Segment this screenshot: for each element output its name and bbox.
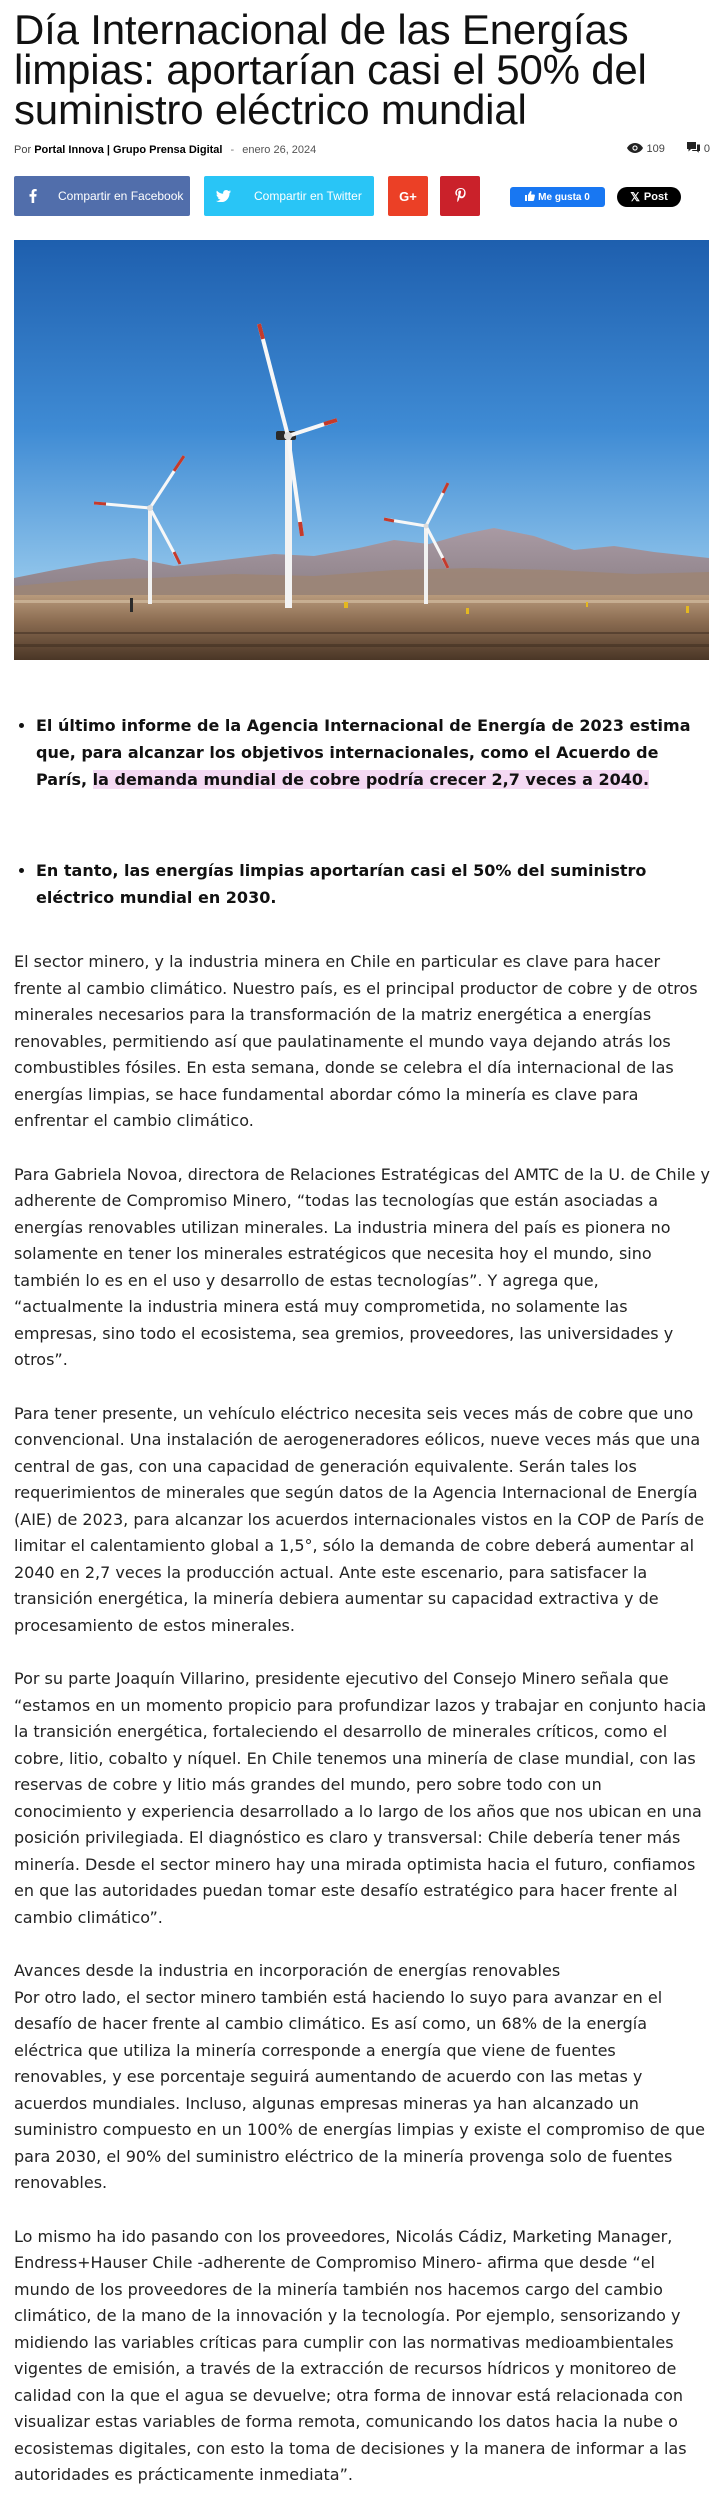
highlight-item bbox=[36, 712, 710, 793]
wind-turbines-photo bbox=[14, 240, 709, 660]
views-count: 109 bbox=[646, 143, 665, 155]
meta-separator: - bbox=[230, 144, 235, 156]
body-paragraph: Para tener presente, un vehículo eléctrico necesita seis veces más de cobre que uno convencional. Una instalación de aerogeneradores eólicos, nueve veces más que una central de gas, con una capacidad de generación equivalente. Serán tales los requerimientos de minerales que según datos de la Agencia Internacional de Energía (AIE) de 2023, para alcanzar los acuerdos internacionales vistos en la COP de París de limitar el calentamiento global a 1,5°, sólo la demanda de cobre deberá aumentar al 2040 en 2,7 veces la producción actual. Ante este escenario, para satisfacer la transición energética, la minería debiera aumentar su capacidad extractiva y de procesamiento de estos minerales. bbox=[14, 1403, 705, 1635]
body-paragraph: Lo mismo ha ido pasando con los proveedores, Nicolás Cádiz, Marketing Manager, Endress+Hauser Chile -adherente de Compromiso Minero- afirma que desde “el mundo de los proveedores de la minería también nos hacemos cargo del cambio climático, de la mano de la innovación y la tecnología. Por ejemplo, sensorizando y midiendo las variables críticas para cumplir con las normativas medioambientales vigentes de emisión, a través de la extracción de recursos hídricos y monitoreo de calidad con la que el agua se devuelve; otra forma de innovar está relacionada con visualizar estas variables de forma remota, comunicando los datos hacia la nube o ecosistemas digitales, con esto la toma de decisiones y la manera de informar a las autoridades es prácticamente inmediata”. bbox=[14, 2226, 687, 2484]
share-facebook-button[interactable] bbox=[14, 176, 190, 216]
body-paragraph: Para Gabriela Novoa, directora de Relaciones Estratégicas del AMTC de la U. de Chile y adherente de Compromiso Minero, “todas las tecnologías que están asociadas a energías renovables utilizan minerales. La industria minera del país es pionera no solamente en tener los minerales estratégicos que necesita hoy el mundo, sino también lo es en el uso y desarrollo de estas tecnologías”. Y agrega que, “actualmente la industria minera está muy comprometida, no solamente las empresas, sino todo el ecosistema, sea gremios, proveedores, las universidades y otros”. bbox=[14, 1164, 710, 1369]
googleplus-icon: G+ bbox=[399, 188, 417, 204]
facebook-like-button[interactable] bbox=[510, 187, 605, 207]
share-googleplus-button[interactable] bbox=[388, 176, 428, 216]
article-body bbox=[14, 949, 710, 2489]
body-paragraph: Por su parte Joaquín Villarino, presidente ejecutivo del Consejo Minero señala que “estamos en un momento propicio para profundizar lazos y trabajar en conjunto hacia la transición energética, fortaleciendo el desarrollo de minerales críticos, como el cobre, litio, cobalto y níquel. En Chile tenemos una minería de clase mundial, con las reservas de cobre y litio más grandes del mundo, pero sobre todo con un conocimiento y experiencia desarrollado a lo largo de los años que nos ubican en una posición privilegiada. El diagnóstico es claro y transversal: Chile debería tener más minería. Desde el sector minero hay una mirada optimista hacia el futuro, confiamos en que las autoridades puedan tomar este desafío estratégico para hacer frente al cambio climático”. bbox=[14, 1669, 707, 1927]
share-twitter-label: Compartir en Twitter bbox=[254, 189, 362, 203]
by-label: Por bbox=[14, 144, 32, 156]
share-pinterest-button[interactable] bbox=[440, 176, 480, 216]
pinterest-icon bbox=[455, 188, 466, 205]
highlight-marked-text: la demanda mundial de cobre podría crecer 2,7 veces a 2040. bbox=[92, 770, 650, 789]
comments-count: 0 bbox=[703, 143, 710, 155]
article-page bbox=[0, 6, 724, 2489]
share-twitter-button[interactable] bbox=[204, 176, 374, 216]
comment-icon[interactable] bbox=[687, 142, 700, 156]
publish-date: enero 26, 2024 bbox=[242, 144, 317, 156]
body-paragraph: El sector minero, y la industria minera en Chile en particular es clave para hacer frente al cambio climático. Nuestro país, es el principal productor de cobre y de otros minerales necesarios para la transformación de la matriz energética a energías renovables, permitiendo así que paulatinamente el mundo vaya dejando atrás los combustibles fósiles. En esta semana, donde se celebra el día internacional de las energías limpias, se hace fundamental abordar cómo la minería es clave para enfrentar el cambio climático. bbox=[14, 952, 698, 1130]
article-title: Día Internacional de las Energías limpias: aportarían casi el 50% del suministro eléctrico mundial bbox=[14, 6, 647, 133]
highlight-item bbox=[36, 857, 710, 911]
x-post-label: Post bbox=[643, 191, 668, 203]
share-facebook-label: Compartir en Facebook bbox=[58, 189, 184, 203]
highlight-text: En tanto, las energías limpias aportarían casi el 50% del suministro eléctrico mundial en 2030. bbox=[36, 861, 647, 907]
x-post-button[interactable] bbox=[617, 187, 681, 207]
article-highlights bbox=[14, 712, 710, 911]
highlight-text: El último informe de la Agencia Internacional de Energía de 2023 estima que, para alcanzar los objetivos internacionales, como el Acuerdo de París, bbox=[36, 716, 691, 789]
section-subheading: Avances desde la industria en incorporación de energías renovables bbox=[14, 1961, 561, 1980]
thumbs-up-icon bbox=[525, 191, 535, 204]
share-bar bbox=[14, 176, 710, 216]
twitter-bird-icon bbox=[204, 176, 242, 216]
facebook-like-label: Me gusta 0 bbox=[538, 191, 590, 203]
facebook-icon bbox=[14, 176, 52, 216]
eye-icon bbox=[627, 143, 643, 156]
article-meta bbox=[14, 140, 710, 164]
x-logo-icon: 𝕏 bbox=[630, 190, 640, 204]
body-paragraph: Por otro lado, el sector minero también está haciendo lo suyo para avanzar en el desafío de hacer frente al cambio climático. Es así como, un 68% de la energía eléctrica que utiliza la minería corresponde a energía que viene de fuentes renovables, y ese porcentaje seguirá aumentando de acuerdo con las metas y acuerdos mundiales. Incluso, algunas empresas mineras ya han alcanzado un suministro compuesto en un 100% de energías limpias y existe el compromiso de que para 2030, el 90% del suministro eléctrico de la minería provenga solo de fuentes renovables. bbox=[14, 1987, 705, 2192]
author-link[interactable]: Portal Innova | Grupo Prensa Digital bbox=[34, 144, 223, 156]
